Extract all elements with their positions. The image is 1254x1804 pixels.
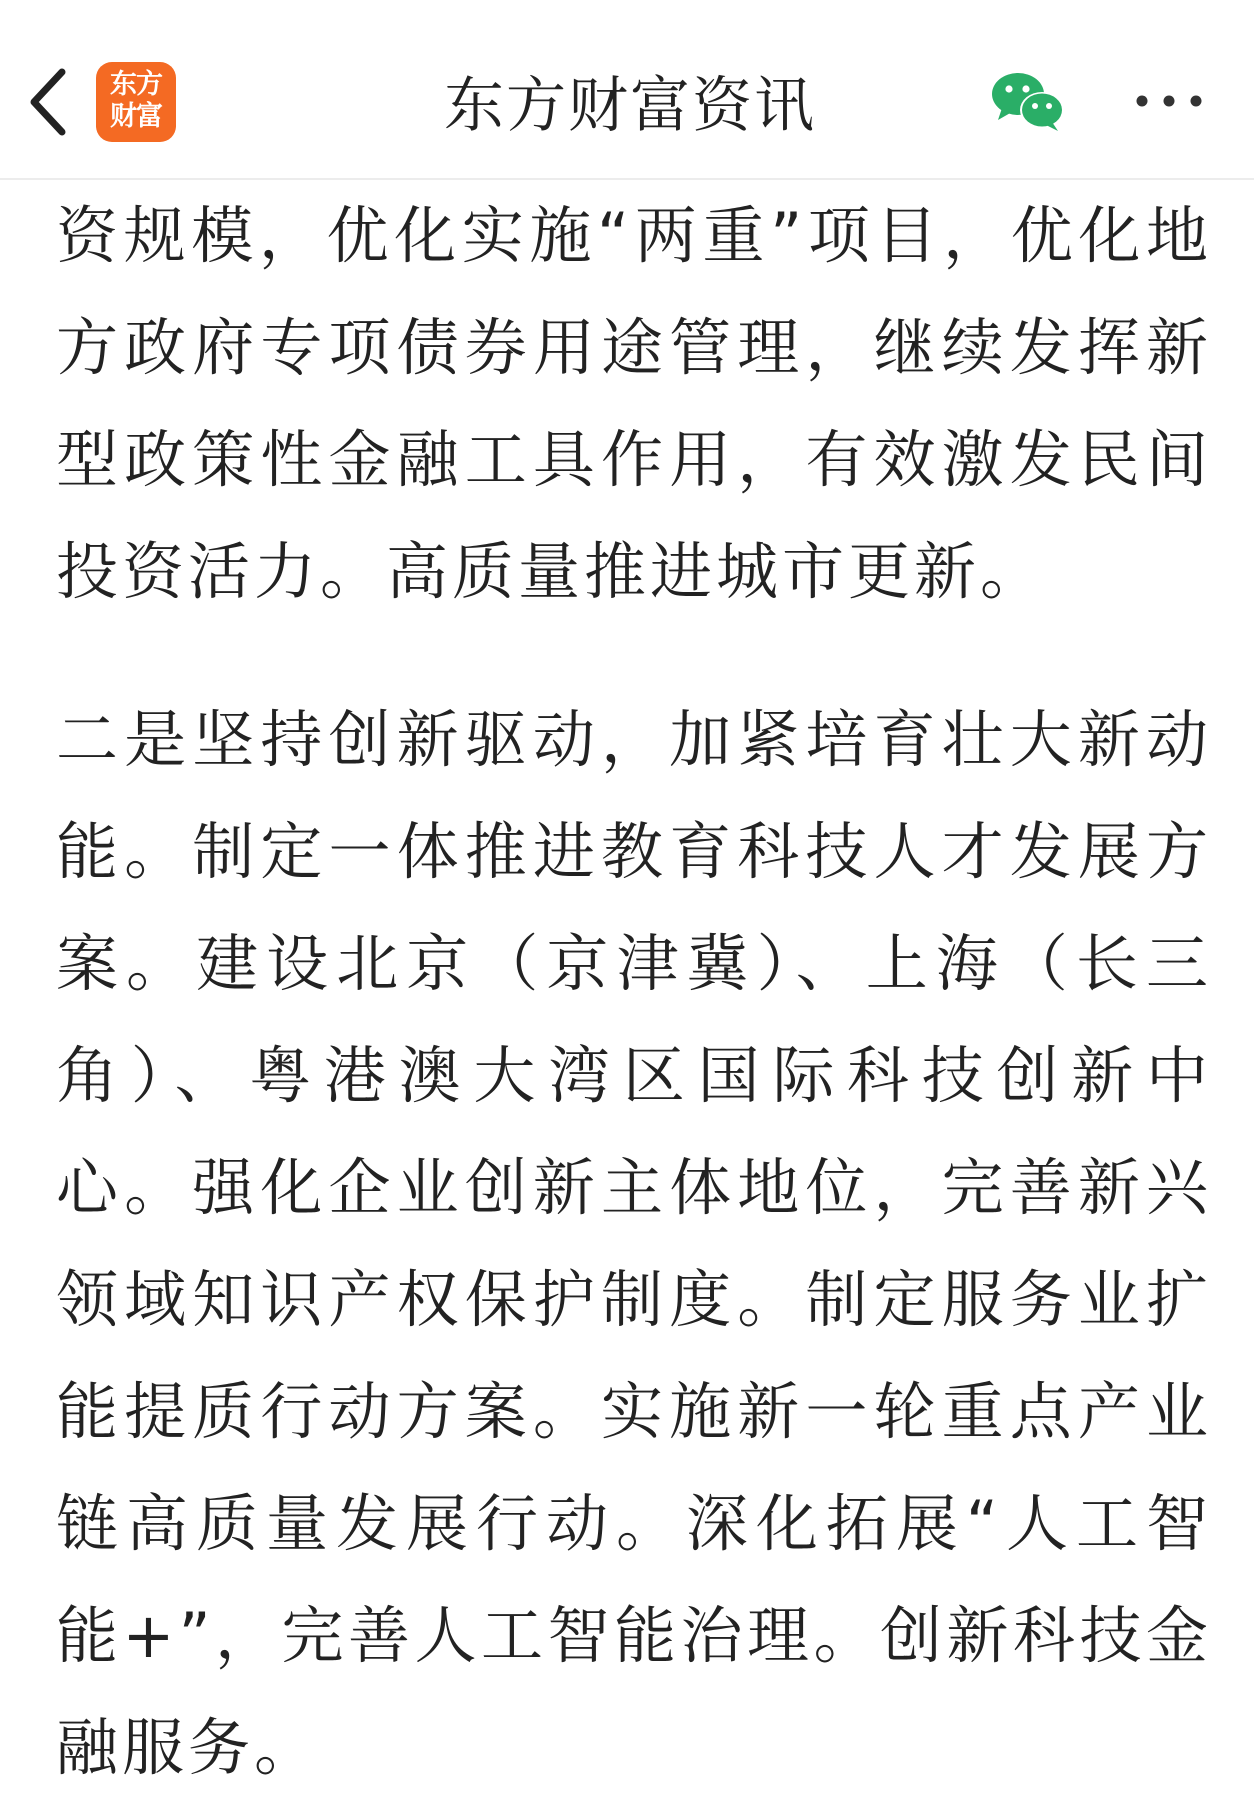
article-paragraph-2: 二是坚持创新驱动，加紧培育壮大新动能。制定一体推进教育科技人才发展方案。建设北京（京津冀）、上海（长三角）、粤港澳大湾区国际科技创新中心。强化企业创新主体地位，完善新兴领域知识产权保护制度。制定服务业扩能提质行动方案。实施新一轮重点产业链高质量发展行动。深化拓展“人工智能+”，完善人工智能治理。创新科技金融服务。: [56, 703, 1212, 1784]
app-logo: [96, 62, 176, 142]
logo-text-line1: 东方: [110, 69, 162, 100]
wechat-icon: [990, 70, 1066, 134]
logo-text-line2: 财富: [110, 101, 162, 132]
back-button[interactable]: [22, 62, 78, 142]
chevron-left-icon: [22, 62, 78, 142]
top-navigation-bar: [0, 0, 1254, 180]
article-body: [56, 180, 1212, 1804]
article-paragraph-1: 资规模，优化实施“两重”项目，优化地方政府专项债券用途管理，继续发挥新型政策性金融工具作用，有效激发民间投资活力。高质量推进城市更新。: [56, 199, 1212, 608]
more-horizontal-icon: [1132, 86, 1206, 116]
wechat-share-button[interactable]: [990, 70, 1066, 134]
page-title: 东方财富资讯: [444, 71, 816, 141]
more-options-button[interactable]: [1132, 86, 1206, 116]
